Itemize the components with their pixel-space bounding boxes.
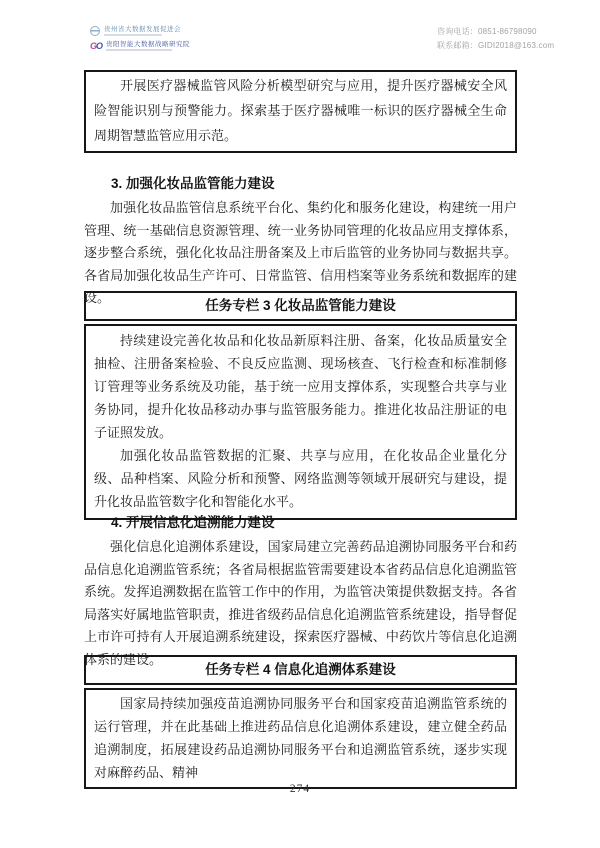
task-box-3-paragraph-1: 持续建设完善化妆品和化妆品新原料注册、备案，化妆品质量安全抽检、注册备案检验、不良反应监测、现场核查、飞行检查和标准制修订管理等业务系统及功能，基于统一应用支撑体系，实现整合共享与业务协同，提升化妆品移动办事与监管服务能力。推进化妆品注册证的电子证照发放。 (94, 333, 507, 440)
section-4-heading: 4. 开展信息化追溯能力建设 (111, 515, 275, 530)
task-box-continued (84, 70, 517, 153)
phone-number: 0851-86798090 (478, 27, 537, 36)
org1-subtitle-line (104, 34, 162, 36)
contact-email (437, 39, 554, 53)
task-box-3-title: 任务专栏 3 化妆品监管能力建设 (84, 291, 517, 321)
task-box-4-content (84, 688, 517, 789)
task-box-4-paragraph-1: 国家局持续加强疫苗追溯协同服务平台和国家疫苗追溯监管系统的运行管理，并在此基础上推进药品信息化追溯体系建设，建立健全药品追溯制度，拓展建设药品追溯协同服务平台和追溯监管系统，逐步实现对麻醉药品、精神 (94, 696, 507, 780)
org2-logo-row (90, 38, 190, 53)
phone-label: 咨询电话： (437, 27, 478, 36)
header-logo-block (90, 23, 190, 53)
section-4-paragraph: 强化信息化追溯体系建设，国家局建立完善药品追溯协同服务平台和药品信息化追溯监管系统；各省局根据监管需要建设本省药品信息化追溯监管系统。发挥追溯数据在监管工作中的作用，为监管决策提供数据支持。各省局落实好属地监管职责，推进省级药品信息化追溯监管系统建设，指导督促上市许可持有人开展追溯系统建设，探索医疗器械、中药饮片等信息化追溯体系的建设。 (84, 539, 517, 667)
globe-logo-icon (90, 26, 100, 36)
email-address: GIDI2018@163.com (478, 41, 555, 50)
go-monogram-icon: GO (90, 40, 103, 51)
section-3-paragraph: 加强化妆品监管信息系统平台化、集约化和服务化建设，构建统一用户管理、统一基础信息资源管理、统一业务协同管理的化妆品应用支撑体系，逐步整合系统，强化化妆品注册备案及上市后监管的业务协同与数据共享。各省局加强化妆品生产许可、日常监管、信用档案等业务系统和数据库的建设。 (84, 200, 517, 305)
task-box-3-content (84, 324, 517, 520)
page-number: 274 (289, 783, 311, 795)
contact-phone (437, 25, 554, 39)
org2-subtitle-line (106, 49, 172, 51)
email-label: 联系邮箱： (437, 41, 478, 50)
org1-logo-row (90, 23, 190, 38)
header-contact-info (437, 25, 554, 53)
section-3-heading: 3. 加强化妆品监管能力建设 (111, 176, 275, 191)
org1-name: 贵州省大数据发展促进会 (104, 25, 181, 33)
task-box-continued-text: 开展医疗器械监管风险分析模型研究与应用，提升医疗器械安全风险智能识别与预警能力。探索基于医疗器械唯一标识的医疗器械全生命周期智慧监管应用示范。 (94, 78, 507, 143)
task-box-3-paragraph-2: 加强化妆品监管数据的汇聚、共享与应用，在化妆品企业量化分级、品种档案、风险分析和预警、网络监测等领域开展研究与建设，提升化妆品监管数字化和智能化水平。 (94, 448, 507, 509)
org2-name: 贵阳智能大数据战略研究院 (106, 40, 191, 48)
task-box-4-title: 任务专栏 4 信息化追溯体系建设 (84, 655, 517, 685)
